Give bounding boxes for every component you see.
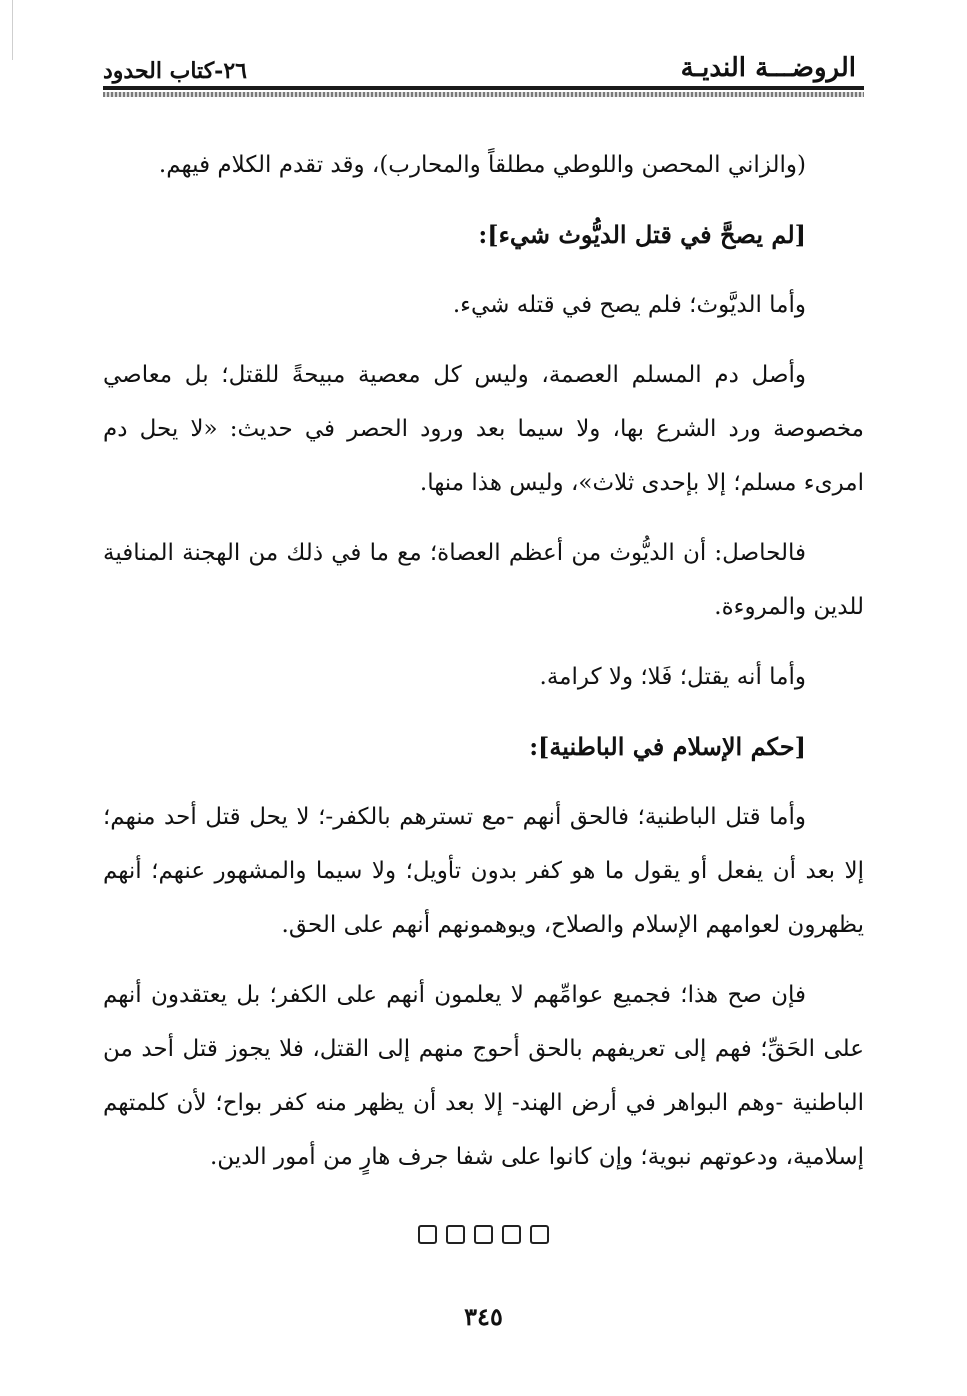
page-number: ٣٤٥ xyxy=(464,1302,503,1331)
paragraph: وأصل دم المسلم العصمة، وليس كل معصية مبيحةً للقتل؛ بل معاصي مخصوصة ورد الشرع بها، ولا سيما بعد ورود الحصر في حديث: «لا يحل دم امرىء مسلم؛ إلا بإحدى ثلاث»، وليس هذا منها. xyxy=(103,362,864,496)
section-heading: [حكم الإسلام في الباطنية]: xyxy=(529,732,806,761)
separator-box xyxy=(418,1225,437,1244)
paragraph: وأما أنه يقتل؛ فَلا؛ ولا كرامة. xyxy=(539,664,806,690)
paragraph: وأما الديَّوث؛ فلم يصح في قتله شيء. xyxy=(452,292,806,318)
paragraph: (والزاني المحصن واللوطي مطلقاً والمحارب)، وقد تقدم الكلام فيهم. xyxy=(158,152,806,178)
separator-box xyxy=(474,1225,493,1244)
page-header xyxy=(103,52,864,100)
separator-box xyxy=(446,1225,465,1244)
running-title: الروضـــة النديـة xyxy=(680,53,856,83)
separator-box xyxy=(502,1225,521,1244)
main-text xyxy=(103,138,864,1200)
separator-box xyxy=(530,1225,549,1244)
header-rule xyxy=(103,86,864,90)
chapter-title: ٢٦-كتاب الحدود xyxy=(103,58,247,84)
paragraph: فالحاصل: أن الديُّوث من أعظم العصاة؛ مع ما في ذلك من الهجنة المنافية للدين والمروءة. xyxy=(103,540,864,620)
paragraph: وأما قتل الباطنية؛ فالحق أنهم -مع تسترهم بالكفر-؛ لا يحل قتل أحد منهم؛ إلا بعد أن يفعل أو يقول ما هو كفر بدون تأويل؛ ولا سيما والمشهور عنهم؛ أنهم يظهرون لعوامهم الإسلام والصلاح، ويوهمونهم أنهم على الحق. xyxy=(103,804,864,938)
scan-edge-line xyxy=(12,0,13,60)
paragraph: فإن صح هذا؛ فجميع عوامِّهم لا يعلمون أنهم على الكفر؛ بل يعتقدون أنهم على الحَقِّ؛ فهم إلى تعريفهم بالحق أحوج منهم إلى القتل، فلا يجوز قتل أحد من الباطنية -وهم البواهر في أرض الهند- إلا بعد أن يظهر منه كفر بواح؛ لأن كلمتهم إسلامية، ودعوتهم نبوية؛ وإن كانوا على شفا جرف هارٍ من أمور الدين. xyxy=(103,982,864,1170)
header-hatched-rule xyxy=(103,92,864,97)
section-heading: [لم يصحَّ في قتل الديُّوث شيء]: xyxy=(478,220,806,249)
section-separator xyxy=(0,1224,967,1244)
